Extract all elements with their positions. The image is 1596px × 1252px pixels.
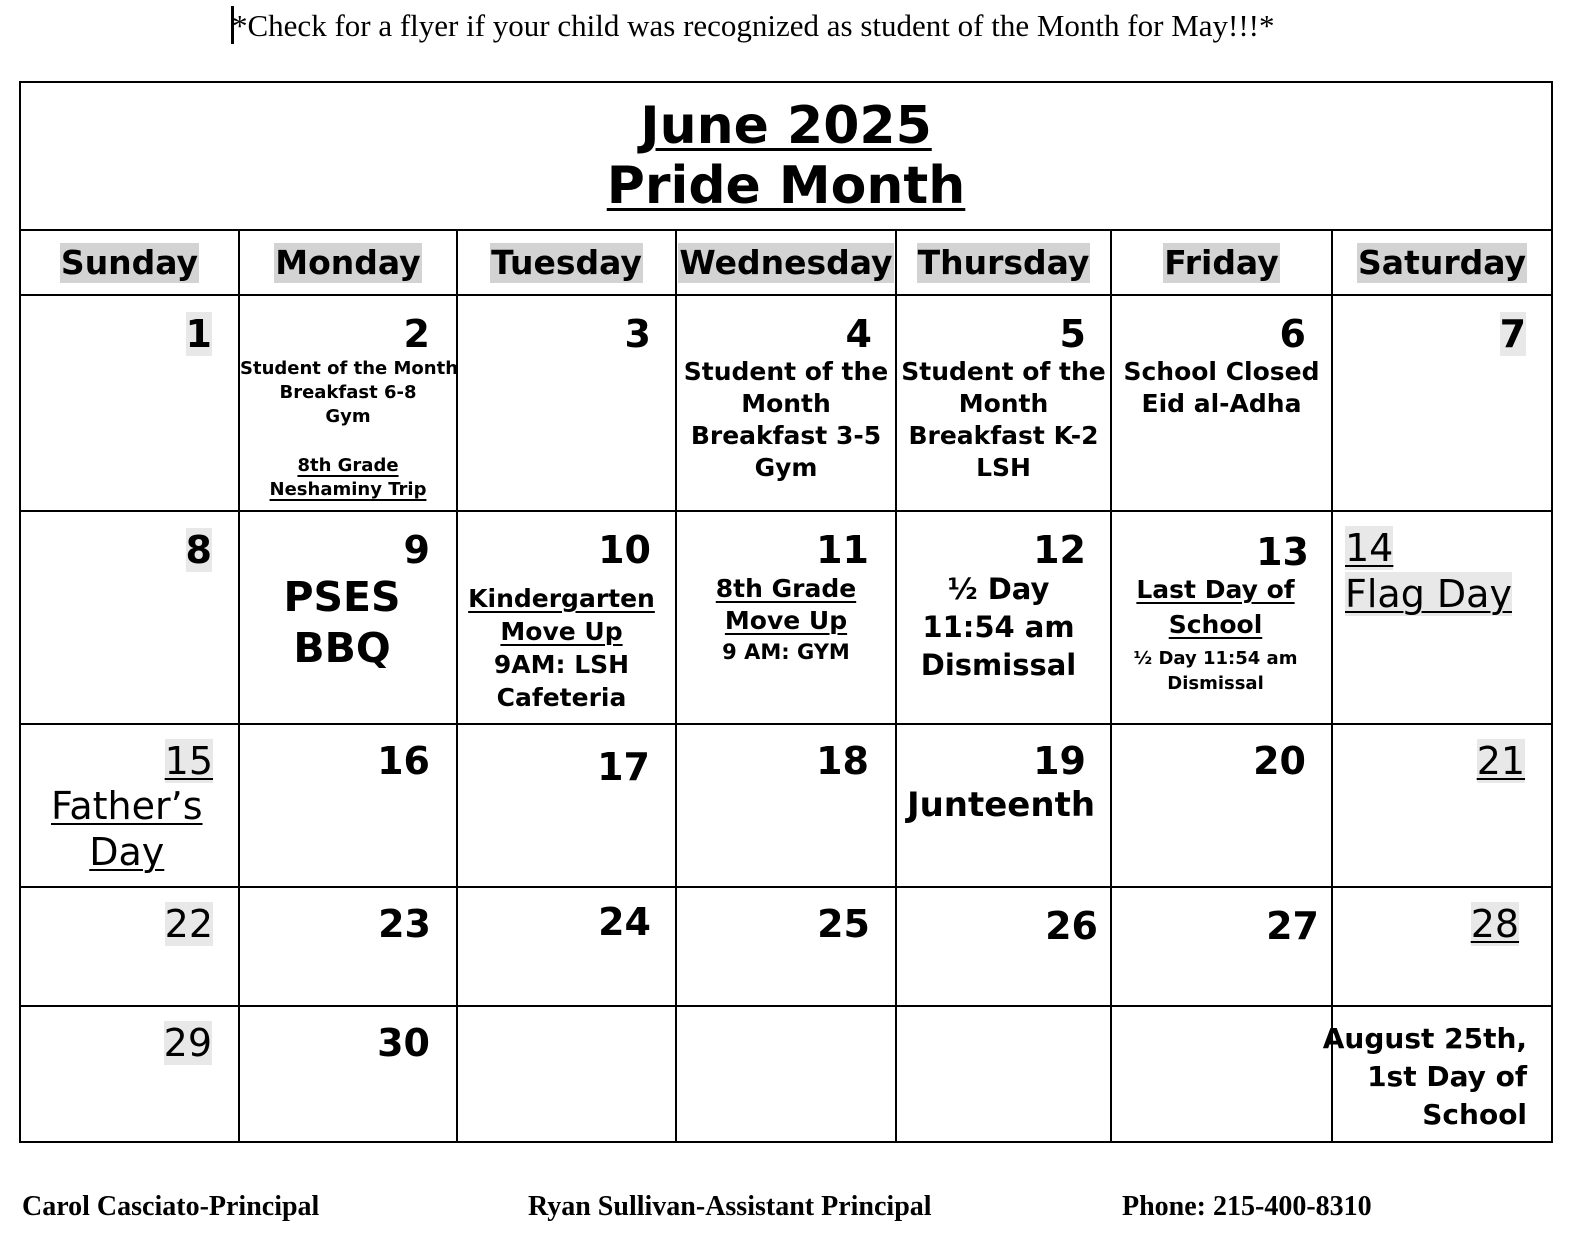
day-cell-11: [676, 511, 896, 724]
day-number: 21: [1476, 739, 1526, 783]
week-row-3: [20, 724, 1552, 887]
day-number: 5: [1059, 312, 1086, 356]
first-day-of-school-note: August 25th, 1st Day of School: [1322, 1022, 1528, 1131]
event-last-day-of-school: Last Day of School ½ Day 11:54 am Dismissal: [1133, 575, 1298, 694]
weekday-header-saturday: Saturday: [1332, 230, 1552, 295]
day-cell-21: [1332, 724, 1552, 887]
day-number: 25: [817, 902, 870, 946]
day-cell-1: [20, 295, 239, 511]
holiday-flag-day: Flag Day: [1345, 572, 1512, 616]
day-cell-7: [1332, 295, 1552, 511]
footer-phone: Phone: 215-400-8310: [1122, 1191, 1372, 1222]
event-student-of-month-breakfast: Student of the Month Breakfast K-2 LSH: [901, 357, 1106, 482]
day-number: 8: [185, 528, 212, 572]
day-number: 20: [1253, 739, 1306, 783]
day-cell-4: [676, 295, 896, 511]
week-row-2: [20, 511, 1552, 724]
day-cell-23: [239, 887, 457, 1006]
event-pses-bbq: PSES BBQ: [283, 573, 401, 672]
empty-cell: [676, 1006, 896, 1142]
month-title: June 2025: [640, 96, 932, 156]
day-number: 29: [163, 1021, 212, 1065]
day-cell-25: [676, 887, 896, 1006]
notice-text: *Check for a flyer if your child was recognized as student of the Month for May!!!*: [232, 8, 1275, 43]
week-row-4: [20, 887, 1552, 1006]
day-cell-12: [896, 511, 1111, 724]
day-cell-3: [457, 295, 676, 511]
day-number: 26: [1045, 904, 1098, 948]
day-cell-16: [239, 724, 457, 887]
month-theme: Pride Month: [606, 156, 966, 216]
day-cell-14: [1332, 511, 1552, 724]
day-number: 16: [377, 739, 430, 783]
empty-cell: [457, 1006, 676, 1142]
day-number: 4: [845, 312, 872, 356]
day-cell-9: [239, 511, 457, 724]
day-number: 23: [378, 902, 431, 946]
day-number: 15: [164, 739, 213, 783]
event-neshaminy-trip: 8th Grade Neshaminy Trip: [269, 455, 427, 500]
day-cell-17: [457, 724, 676, 887]
empty-cell: [896, 1006, 1111, 1142]
day-number: 13: [1256, 530, 1309, 574]
day-number: 17: [597, 745, 650, 789]
day-number: 1: [185, 312, 212, 356]
june-calendar: [19, 81, 1553, 1143]
day-cell-24: [457, 887, 676, 1006]
day-cell-10: [457, 511, 676, 724]
day-cell-13: [1111, 511, 1332, 724]
day-cell-15: [20, 724, 239, 887]
weekday-header-thursday: Thursday: [896, 230, 1111, 295]
day-number: 27: [1266, 904, 1319, 948]
day-number: 28: [1470, 902, 1520, 946]
footer-assistant-principal: Ryan Sullivan-Assistant Principal: [528, 1191, 932, 1222]
day-cell-22: [20, 887, 239, 1006]
day-cell-29: [20, 1006, 239, 1142]
day-number: 18: [816, 739, 869, 783]
event-half-day-dismissal: ½ Day 11:54 am Dismissal: [920, 572, 1077, 682]
day-number: 12: [1033, 528, 1086, 572]
day-cell-30: [239, 1006, 457, 1142]
empty-cell: [1111, 1006, 1332, 1142]
week-row-5: [20, 1006, 1552, 1142]
day-cell-8: [20, 511, 239, 724]
day-cell-18: [676, 724, 896, 887]
day-number: 19: [1033, 739, 1086, 783]
day-number: 10: [598, 528, 651, 572]
footer-principal: Carol Casciato-Principal: [22, 1191, 320, 1222]
day-cell-26: [896, 887, 1111, 1006]
day-number: 3: [624, 312, 651, 356]
weekday-header-tuesday: Tuesday: [457, 230, 676, 295]
weekday-header-friday: Friday: [1111, 230, 1332, 295]
weekday-header-monday: Monday: [239, 230, 457, 295]
day-number: 22: [164, 902, 213, 946]
day-number: 30: [377, 1021, 430, 1065]
weekday-header-sunday: Sunday: [20, 230, 239, 295]
day-cell-19: [896, 724, 1111, 887]
holiday-fathers-day: Father’s Day: [51, 784, 203, 874]
weekday-header-wednesday: Wednesday: [676, 230, 896, 295]
day-cell-5: [896, 295, 1111, 511]
day-cell-27: [1111, 887, 1332, 1006]
calendar-title: [20, 82, 1552, 230]
day-cell-6: [1111, 295, 1332, 511]
day-cell-2: [239, 295, 457, 511]
event-kindergarten-move-up: Kindergarten Move Up 9AM: LSH Cafeteria: [468, 584, 655, 712]
day-number: 24: [598, 900, 651, 944]
day-cell-20: [1111, 724, 1332, 887]
day-number: 2: [403, 312, 430, 356]
first-day-of-school-cell: [1322, 1006, 1552, 1142]
day-number: 7: [1499, 312, 1527, 356]
event-8th-grade-move-up: 8th Grade Move Up 9 AM: GYM: [715, 574, 857, 664]
event-student-of-month-breakfast: Student of the Month Breakfast 6-8 Gym: [240, 358, 459, 427]
day-number: 6: [1279, 312, 1306, 356]
event-school-closed: School Closed Eid al-Adha: [1123, 357, 1320, 418]
day-cell-28: [1332, 887, 1552, 1006]
event-student-of-month-breakfast: Student of the Month Breakfast 3-5 Gym: [683, 357, 889, 482]
holiday-juneteenth: Junteenth: [906, 785, 1096, 825]
day-number: 11: [816, 528, 869, 572]
weekday-header-row: [20, 230, 1552, 295]
day-number: 9: [403, 528, 430, 572]
week-row-1: [20, 295, 1552, 511]
day-number: 14: [1345, 526, 1394, 570]
